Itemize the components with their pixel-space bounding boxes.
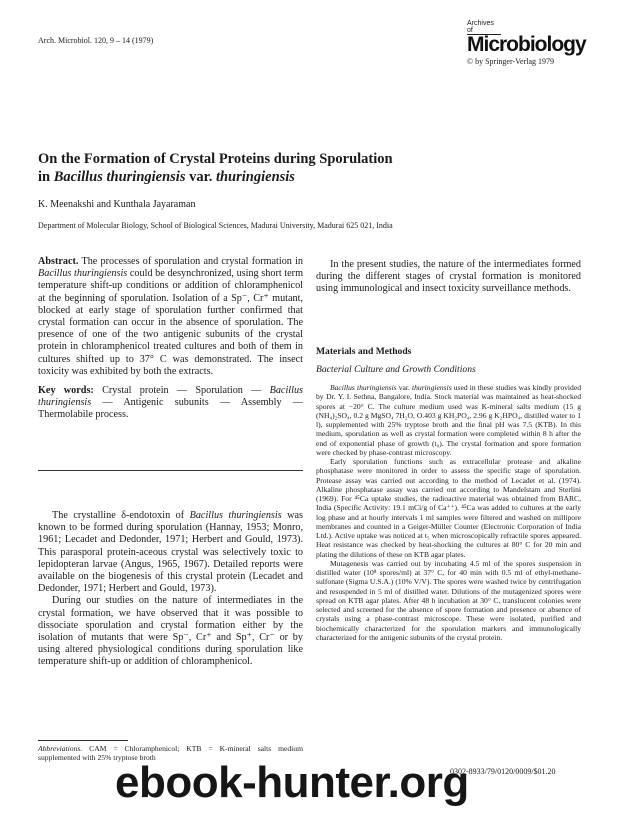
article-code: 0302-8933/79/0120/0009/$01.20 <box>450 767 556 776</box>
intro-paragraph-2: During our studies on the nature of intermediates in the crystal formation, we have observed that it was possible to dissociate sporulation and crystal formation either by the isolation of mutants that were Sp⁻, Cr⁺ and Sp⁺, Cr⁻ or by using altered physiological conditions during sporulation like temperature shift-up or addition of chloramphenicol. <box>38 595 303 668</box>
right-intro-paragraph: In the present studies, the nature of the intermediates formed during the different stages of crystal formation is monitored using immunological and insect toxicity surveillance methods. <box>316 259 581 295</box>
logo-microbiology: Microbiology <box>467 33 586 56</box>
abstract-text: The processes of sporulation and crystal formation in <box>78 256 303 267</box>
logo-archives-of: Archives of <box>467 20 501 35</box>
footnote-text: CAM = Chloramphenicol; KTB = K-mineral salts medium supplemented with 25% tryptose broth <box>38 744 303 763</box>
abstract-label: Abstract. <box>38 256 79 267</box>
intro-text: was known to be formed during sporulation (Hannay, 1953; Monro, 1961; Lecadet and Dedonder, 1971; Herbert and Gould, 1973). This parasporal protein-aceous crystal was selectively toxic to lepidopteran larvae (Angus, 1965, 1967). Detailed reports were available on the biogenesis of this crystal protein (Lecadet and Dedonder, 1971; Herbert and Gould, 1973). <box>38 510 304 595</box>
methods-paragraph-2: Early sporulation functions such as extracellular protease and alkaline phosphatase were monitored in order to assess the specific stage of sporulation. Protease assay was carried out according to the method of Lecadet et al. (1974). Alkaline phosphatase assay was carried out according to Mandelstam and Sterlini (1969). For ⁴⁵Ca uptake studies, the radioactive material was obtained from BARC, India (Specific Activity: 19.1 mCi/g of Ca⁺⁺). ⁴⁵Ca was added to cultures at the early log phase and at hourly intervals 1 ml samples were filtered and washed on millipore membranes and counted in a Geiger-Müller Counter (Electronic Corporation of India Ltd.). Active uptake was noticed at t₅ when microscopically refractile spores appeared. Heat resistance was checked by heat-shocking the cultures at 80° C for 20 min and plating the dilutions of these on KTB agar plates. <box>316 457 581 559</box>
introduction <box>38 510 303 669</box>
title-line-1: On the Formation of Crystal Proteins during Sporulation <box>38 151 393 167</box>
methods-variety: thuringiensis <box>412 383 452 392</box>
section-divider <box>38 470 303 471</box>
journal-reference: Arch. Microbiol. 120, 9 – 14 (1979) <box>38 36 154 45</box>
journal-logo <box>467 20 587 66</box>
abstract-text: could be desynchronized, using short term temperature shift-up conditions or addition of chloramphenicol at the beginning of sporulation. Isolation of a Sp⁻, Cr⁺ mutant, blocked at early stage of sporulation further confirmed that crystal formation can occur in the absence of sporulation. The presence of one of the two antigenic subunits of the crystal protein in chloramphenicol treated cultures and both of them in cultures shifted up to 37° C was demonstrated. The insect toxicity was exhibited by both the extracts. <box>38 268 303 377</box>
title-text: var. <box>185 169 216 185</box>
title-variety: thuringiensis <box>215 169 295 185</box>
methods-paragraph-3: Mutagenesis was carried out by incubating 4.5 ml of the spores suspension in distilled water (10⁸ spores/ml) at 37° C, for 40 min with 0.5 ml of ethyl-methane-sulfonate (Sigma U.S.A.) (10% V/V). The spores were washed twice by centrifugation and resuspended in 5 ml of distilled water. Dilutions of the mutagenized spores were spread on KTB agar plates. After 48 h incubation at 30° C, translucent colonies were selected and screened for the absence of spore formation and presence or absence of crystals using a phase-contrast microscope. These were isolated, purified and biochemically characterized for the sporulation markers and immunologically characterized for the antigenic subunits of the crystal protein. <box>316 558 581 642</box>
footnote-rule <box>38 740 128 741</box>
intro-species: Bacillus thuringiensis <box>189 510 282 521</box>
authors: K. Meenakshi and Kunthala Jayaraman <box>38 199 196 210</box>
keywords-text: — Antigenic subunits — Assembly — Thermolabile process. <box>38 397 303 421</box>
intro-paragraph-1 <box>38 510 303 595</box>
methods-heading: Materials and Methods <box>316 346 412 357</box>
methods-species: Bacillus thuringiensis <box>330 383 397 392</box>
article-title <box>38 150 558 186</box>
methods-paragraph-1 <box>316 383 581 457</box>
title-species: Bacillus thuringiensis <box>53 169 186 185</box>
footnote-label: Abbreviations. <box>38 744 83 753</box>
title-line-2 <box>38 168 558 186</box>
abstract-species: Bacillus thuringiensis <box>38 268 128 280</box>
right-intro <box>316 259 581 296</box>
watermark: ebook-hunter.org <box>115 758 469 807</box>
methods-text <box>316 383 581 642</box>
title-text: in <box>38 169 54 185</box>
keywords <box>38 385 303 422</box>
methods-text-part: var. <box>396 383 412 392</box>
keywords-label: Key words: <box>38 385 94 397</box>
methods-text-part: used in these studies was kindly provided by Dr. Y. I. Sethna, Bangalore, India. Stock material was maintained as heat-shocked spores at −20° C. The culture medium used was K-mineral salts medium (15 g (NH₄)₂SO₄, 0.2 g MgSO₄ 7H₂O, O.403 g KH₂PO₄, 2.96 g K₂HPO₄, distilled water to 1 l), supplemented with 25% tryptose broth and the final pH was 7.5 (KTB). In this medium, sporulation as well as crystal formation were completed within 8 h after the end of exponential phase of growth (t₀). The crystal formation and spore formation were checked by phase-contrast microscopy. <box>316 383 581 457</box>
affiliation: Department of Molecular Biology, School of Biological Sciences, Madurai University, Madurai 625 021, India <box>38 221 393 230</box>
intro-text: The crystalline δ-endotoxin of <box>52 510 190 521</box>
keywords-species: Bacillus thuringiensis <box>38 385 303 409</box>
keywords-text: Crystal protein — Sporulation — <box>93 385 270 397</box>
copyright: © by Springer-Verlag 1979 <box>467 57 555 66</box>
abstract <box>38 256 303 422</box>
methods-subheading: Bacterial Culture and Growth Conditions <box>316 364 476 375</box>
